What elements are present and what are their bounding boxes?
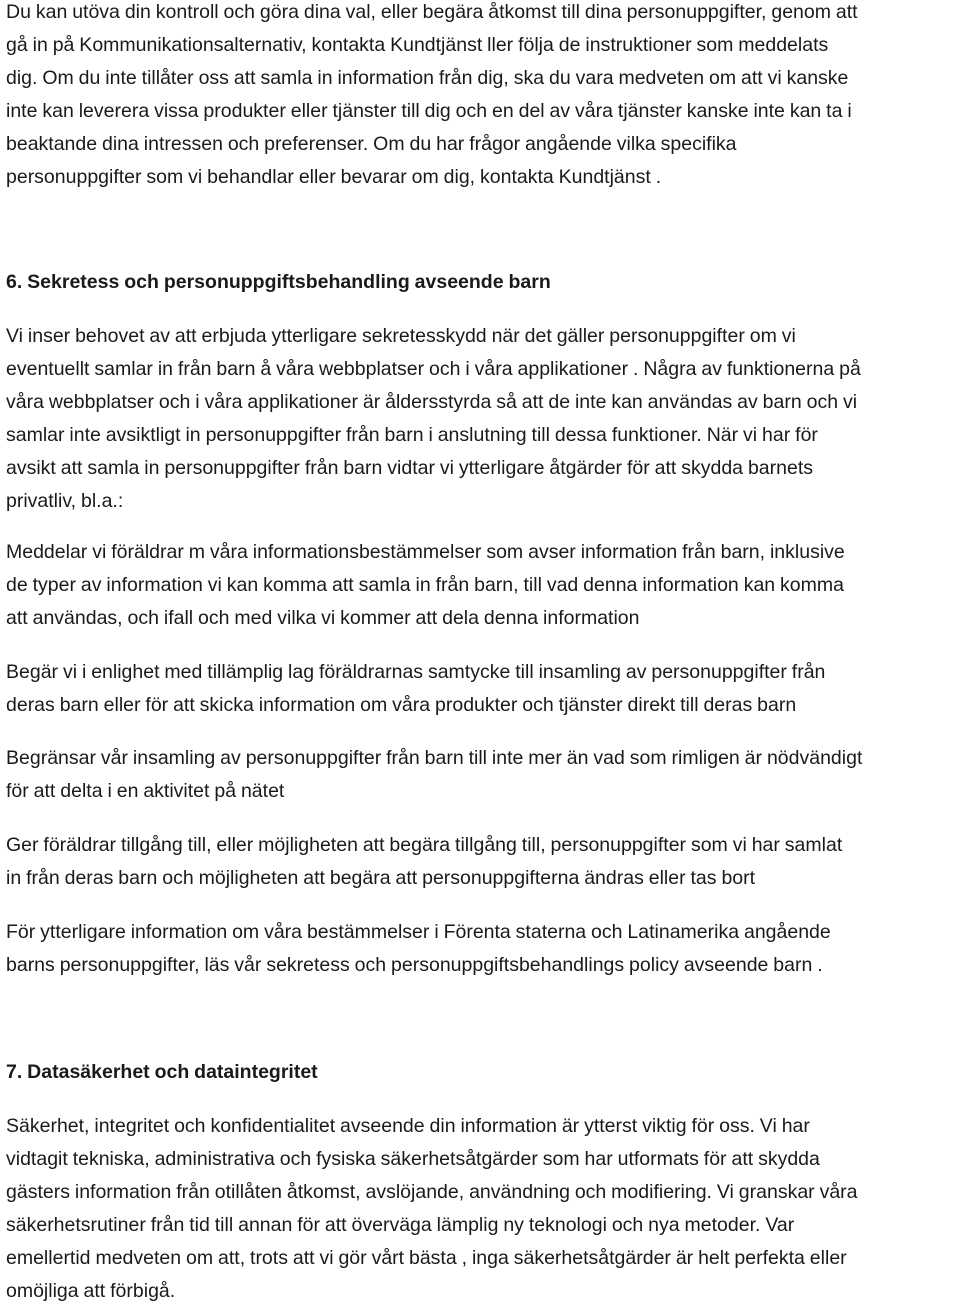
- section-6-paragraph-4: [6, 742, 954, 808]
- text-line: deras barn eller för att skicka information om våra produkter och tjänster direkt till deras barn: [6, 694, 797, 716]
- section-7-heading: 7. Datasäkerhet och dataintegritet: [6, 1061, 318, 1083]
- text-line: dig. Om du inte tillåter oss att samla in information från dig, ska du vara medveten om att vi kanske: [6, 67, 849, 89]
- text-line: avsikt att samla in personuppgifter från barn vidtar vi ytterligare åtgärder för att skydda barnets: [6, 457, 813, 479]
- text-line: Du kan utöva din kontroll och göra dina val, eller begära åtkomst till dina personuppgifter, genom att: [6, 1, 858, 23]
- section-6-heading: 6. Sekretess och personuppgiftsbehandling avseende barn: [6, 271, 551, 293]
- text-line: Begränsar vår insamling av personuppgifter från barn till inte mer än vad som rimligen är nödvändigt: [6, 747, 863, 769]
- text-line: privatliv, bl.a.:: [6, 490, 124, 512]
- text-line: våra webbplatser och i våra applikationer är åldersstyrda så att de inte kan användas av barn och vi: [6, 391, 858, 413]
- section-6-paragraph-2: [6, 536, 954, 635]
- text-line: personuppgifter som vi behandlar eller bevarar om dig, kontakta Kundtjänst .: [6, 166, 662, 188]
- text-line: För ytterligare information om våra bestämmelser i Förenta staterna och Latinamerika angående: [6, 921, 831, 943]
- text-line: gästers information från otillåten åtkomst, avslöjande, användning och modifiering. Vi granskar våra: [6, 1181, 858, 1203]
- intro-paragraph: [6, 0, 954, 194]
- section-7-paragraph-1: [6, 1110, 954, 1308]
- text-line: samlar inte avsiktligt in personuppgifter från barn i anslutning till dessa funktioner. När vi har för: [6, 424, 818, 446]
- text-line: Meddelar vi föräldrar m våra informationsbestämmelser som avser information från barn, inklusive: [6, 541, 845, 563]
- text-line: vidtagit tekniska, administrativa och fysiska säkerhetsåtgärder som har utformats för att skydda: [6, 1148, 820, 1170]
- text-line: inte kan leverera vissa produkter eller tjänster till dig och en del av våra tjänster kanske inte kan ta i: [6, 100, 852, 122]
- text-line: Begär vi i enlighet med tillämplig lag föräldrarnas samtycke till insamling av personuppgifter från: [6, 661, 826, 683]
- text-line: gå in på Kommunikationsalternativ, kontakta Kundtjänst ller följa de instruktioner som meddelats: [6, 34, 829, 56]
- text-line: säkerhetsrutiner från tid till annan för att överväga lämplig ny teknologi och nya metoder. Var: [6, 1214, 795, 1236]
- text-line: eventuellt samlar in från barn å våra webbplatser och i våra applikationer . Några av funktionerna på: [6, 358, 861, 380]
- text-line: in från deras barn och möjligheten att begära att personuppgifterna ändras eller tas bort: [6, 867, 756, 889]
- text-line: Säkerhet, integritet och konfidentialitet avseende din information är ytterst viktig för oss. Vi har: [6, 1115, 810, 1137]
- text-line: att användas, och ifall och med vilka vi kommer att dela denna information: [6, 607, 640, 629]
- section-6-paragraph-3: [6, 656, 954, 722]
- text-line: barns personuppgifter, läs vår sekretess och personuppgiftsbehandlings policy avseende barn .: [6, 954, 823, 976]
- text-line: beaktande dina intressen och preferenser. Om du har frågor angående vilka specifika: [6, 133, 737, 155]
- text-line: för att delta i en aktivitet på nätet: [6, 780, 285, 802]
- section-6-paragraph-6: [6, 916, 954, 982]
- section-6-paragraph-1: [6, 320, 954, 518]
- text-line: omöjliga att förbigå.: [6, 1280, 176, 1302]
- text-line: de typer av information vi kan komma att samla in från barn, till vad denna information kan komma: [6, 574, 844, 596]
- text-line: Ger föräldrar tillgång till, eller möjligheten att begära tillgång till, personuppgifter som vi har samlat: [6, 834, 843, 856]
- section-6-paragraph-5: [6, 829, 954, 895]
- text-line: emellertid medveten om att, trots att vi gör vårt bästa , inga säkerhetsåtgärder är helt perfekta eller: [6, 1247, 847, 1269]
- text-line: Vi inser behovet av att erbjuda ytterligare sekretesskydd när det gäller personuppgifter om vi: [6, 325, 796, 347]
